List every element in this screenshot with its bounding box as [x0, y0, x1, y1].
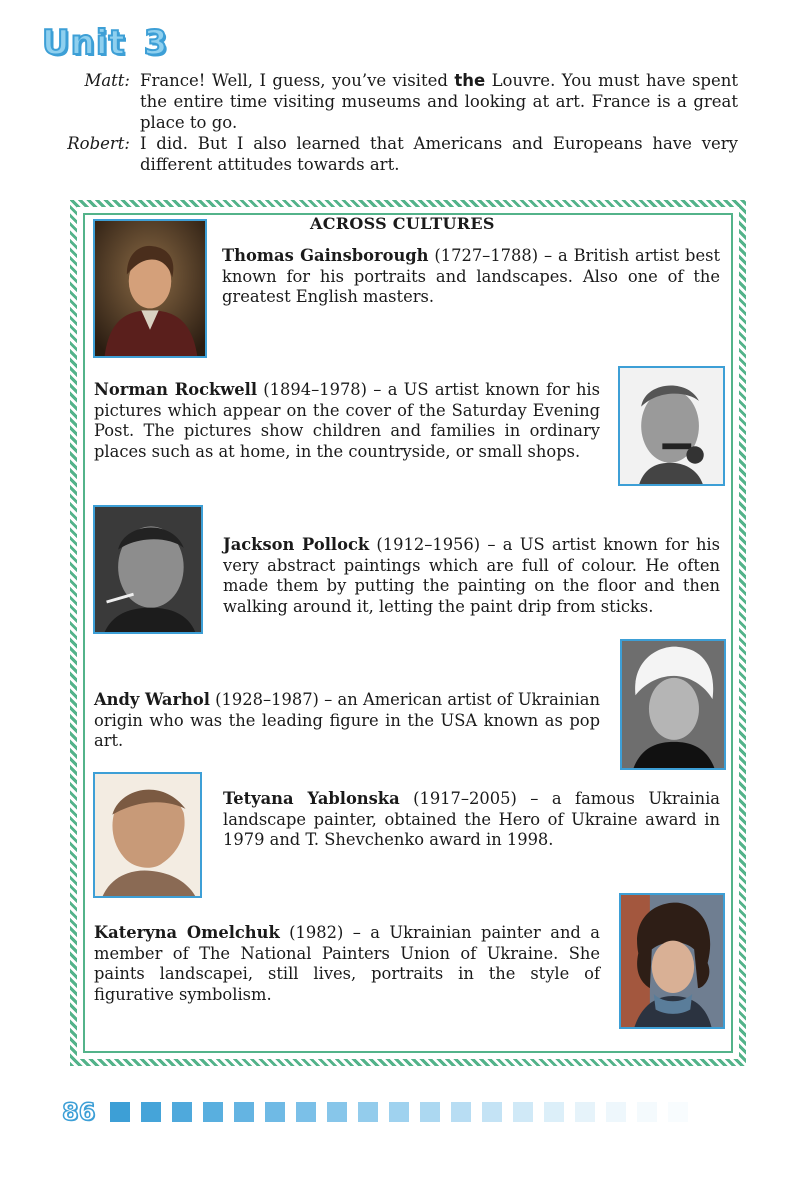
artist-description: (1982) – a Ukrainian painter and a member of The National Painters Union of Ukraine. She paints landscapei, still lives, portraits in the style of figurative symbolism. — [94, 923, 600, 1004]
footer-square — [265, 1102, 285, 1122]
artist-description: (1917–2005) – a famous Ukrainia landscape painter, obtained the Hero of Ukraine award in 1979 and T. Shevchenko award in 1998. — [223, 789, 720, 850]
page-footer — [62, 1098, 699, 1126]
portrait-pollock — [93, 505, 203, 634]
artist-description: (1894–1978) – a US artist known for his pictures which appear on the cover of the Saturday Evening Post. The pictures show children and families in ordinary places such as at home, in the countryside, or small shops. — [94, 380, 600, 461]
artist-entry-pollock — [223, 535, 720, 617]
artist-name: Norman Rockwell — [94, 380, 258, 399]
artist-name: Kateryna Omelchuk — [94, 923, 280, 942]
footer-square — [296, 1102, 316, 1122]
artist-name: Jackson Pollock — [223, 535, 370, 554]
footer-square — [141, 1102, 161, 1122]
section-title: ACROSS CULTURES — [310, 214, 495, 233]
footer-square — [327, 1102, 347, 1122]
footer-square — [172, 1102, 192, 1122]
footer-square — [389, 1102, 409, 1122]
speaker-name: Robert: — [67, 134, 130, 153]
portrait-warhol — [620, 639, 726, 770]
footer-square — [110, 1102, 130, 1122]
unit-label: Unit — [42, 23, 126, 63]
footer-square — [544, 1102, 564, 1122]
artist-entry-warhol — [94, 690, 600, 752]
footer-square — [482, 1102, 502, 1122]
speaker-name: Matt: — [84, 71, 130, 90]
unit-number: 3 — [143, 23, 169, 63]
footer-square — [203, 1102, 223, 1122]
page-number: 86 — [62, 1098, 96, 1126]
footer-square — [451, 1102, 471, 1122]
artist-name: Thomas Gainsborough — [222, 246, 429, 265]
artist-entry-rockwell — [94, 380, 600, 462]
portrait-yablonska — [93, 772, 202, 898]
artist-entry-yablonska — [223, 789, 720, 851]
artist-name: Tetyana Yablonska — [223, 789, 400, 808]
artist-entry-omelchuk — [94, 923, 600, 1005]
footer-square — [420, 1102, 440, 1122]
dialogue-line-matt — [62, 70, 738, 133]
speech-text: I did. But I also learned that Americans and Europeans have very different attitudes towards art. — [140, 134, 738, 174]
artist-description: (1928–1987) – an American artist of Ukrainian origin who was the leading figure in the USA known as pop art. — [94, 690, 600, 751]
artist-entry-gainsborough — [222, 246, 720, 308]
footer-square — [637, 1102, 657, 1122]
dialogue — [62, 70, 738, 175]
footer-square — [513, 1102, 533, 1122]
artist-name: Andy Warhol — [94, 690, 210, 709]
footer-square — [234, 1102, 254, 1122]
portrait-rockwell — [618, 366, 725, 486]
artist-description: (1912–1956) – a US artist known for his very abstract paintings which are full of colour. He often made them by putting the painting on the floor and then walking around it, letting the paint drip from sticks. — [223, 535, 720, 616]
portrait-omelchuk — [619, 893, 725, 1029]
unit-header — [42, 22, 168, 64]
dialogue-line-robert — [62, 133, 738, 175]
footer-square — [575, 1102, 595, 1122]
speech-text: France! Well, I guess, you’ve visited the Louvre. You must have spent the entire time visiting museums and looking at art. France is a great place to go. — [140, 71, 739, 132]
footer-square — [606, 1102, 626, 1122]
portrait-gainsborough — [93, 219, 207, 358]
footer-square — [668, 1102, 688, 1122]
artist-description: (1727–1788) – a British artist best known for his portraits and landscapes. Also one of the greatest English masters. — [222, 246, 720, 307]
footer-square — [358, 1102, 378, 1122]
